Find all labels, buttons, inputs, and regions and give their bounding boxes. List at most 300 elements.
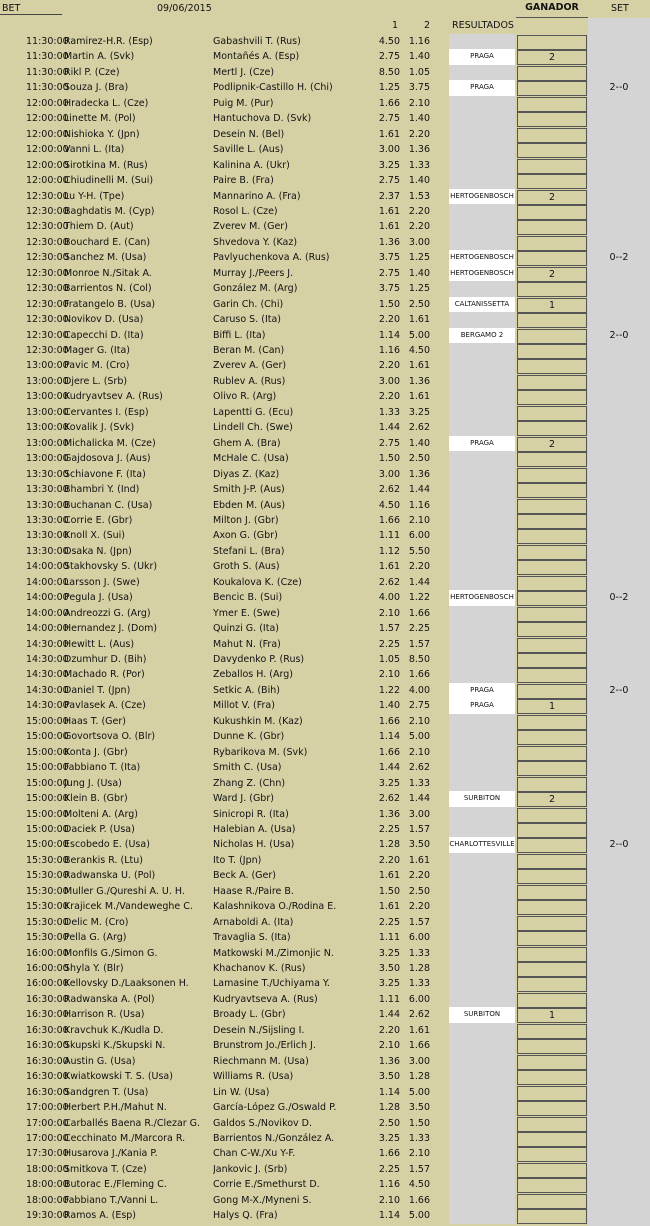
ganador-cell[interactable] <box>517 715 587 730</box>
player-2: Sinicropi R. (Ita) <box>213 808 289 820</box>
resultado-cell[interactable] <box>449 312 515 328</box>
player-2: Ghem A. (Bra) <box>213 437 281 449</box>
resultado-cell[interactable]: PRAGA <box>449 49 515 65</box>
resultado-cell[interactable] <box>449 930 515 946</box>
match-time: 15:00:00 <box>26 731 69 743</box>
player-2: Halebian A. (Usa) <box>213 823 296 835</box>
resultado-cell[interactable] <box>449 868 515 884</box>
odds-2: 2.62 <box>408 422 430 434</box>
odds-2: 1.16 <box>408 36 430 47</box>
player-1: Harrison R. (Usa) <box>64 1009 145 1021</box>
ganador-cell[interactable] <box>517 1117 587 1132</box>
odds-1: 1.25 <box>378 82 400 94</box>
resultado-cell[interactable] <box>449 667 515 683</box>
match-time: 16:00:00 <box>26 947 69 959</box>
match-time: 15:00:00 <box>26 715 69 727</box>
player-1: Austin G. (Usa) <box>64 1055 136 1067</box>
match-time: 12:00:00 <box>26 113 69 125</box>
resultado-cell[interactable] <box>449 482 515 498</box>
ganador-cell[interactable] <box>517 560 587 575</box>
resultado-cell[interactable]: PRAGA <box>449 698 515 714</box>
resultado-cell[interactable] <box>449 899 515 915</box>
odds-2: 4.50 <box>408 345 430 356</box>
odds-1: 1.66 <box>378 514 400 526</box>
player-1: Stakhovsky S. (Ukr) <box>64 561 158 573</box>
resultado-cell[interactable] <box>449 729 515 745</box>
odds-1: 3.75 <box>378 283 400 295</box>
table-row <box>0 1208 650 1224</box>
ganador-cell[interactable]: 2 <box>517 267 587 282</box>
player-1: Butorac E./Fleming C. <box>64 1179 167 1191</box>
resultado-cell[interactable] <box>449 760 515 776</box>
table-row <box>0 528 650 544</box>
player-1: Chiudinelli M. (Sui) <box>64 175 154 187</box>
player-1: Hewitt L. (Aus) <box>64 638 135 650</box>
resultado-cell[interactable] <box>449 976 515 992</box>
player-2: Lindell Ch. (Swe) <box>213 422 293 434</box>
table-row <box>0 729 650 745</box>
resultado-cell[interactable] <box>449 575 515 591</box>
odds-2: 1.36 <box>408 468 430 480</box>
player-1: Fabbiano T./Vanni L. <box>64 1194 159 1206</box>
table-row <box>0 776 650 792</box>
ganador-cell[interactable] <box>517 885 587 900</box>
ganador-cell[interactable]: 1 <box>517 1008 587 1023</box>
match-time: 16:30:00 <box>26 1024 69 1036</box>
ganador-cell[interactable]: 1 <box>517 699 587 714</box>
resultado-cell[interactable] <box>449 776 515 792</box>
ganador-cell[interactable] <box>517 1055 587 1070</box>
match-time: 12:30:00 <box>26 252 69 264</box>
ganador-cell[interactable] <box>517 931 587 946</box>
resultado-cell[interactable] <box>449 621 515 637</box>
odds-2: 1.22 <box>408 592 430 604</box>
resultado-cell[interactable] <box>449 513 515 529</box>
ganador-cell[interactable] <box>517 684 587 699</box>
odds-1: 2.75 <box>378 175 400 187</box>
ganador-cell[interactable] <box>517 97 587 112</box>
ganador-cell[interactable] <box>517 854 587 869</box>
match-time: 13:30:00 <box>26 514 69 526</box>
match-time: 17:30:00 <box>26 1148 69 1160</box>
ganador-cell[interactable] <box>517 483 587 498</box>
odds-2: 1.53 <box>408 190 430 202</box>
odds-2: 2.75 <box>408 700 430 712</box>
player-1: Djere L. (Srb) <box>64 375 128 387</box>
match-time: 15:00:00 <box>26 839 69 851</box>
ganador-cell[interactable] <box>517 576 587 591</box>
resultado-cell[interactable] <box>449 173 515 189</box>
resultado-cell[interactable]: HERTOGENBOSCH <box>449 189 515 205</box>
player-2: Puig M. (Pur) <box>213 97 274 109</box>
player-2: Nicholas H. (Usa) <box>213 839 295 851</box>
ganador-cell[interactable]: 2 <box>517 792 587 807</box>
ganador-cell[interactable] <box>517 1147 587 1162</box>
resultado-cell[interactable] <box>449 1085 515 1101</box>
ganador-cell[interactable] <box>517 1039 587 1054</box>
odds-1: 3.25 <box>378 1132 400 1144</box>
player-2: Smith J-P. (Aus) <box>213 484 285 496</box>
resultado-cell[interactable] <box>449 652 515 668</box>
player-2: Lamasine T./Uchiyama Y. <box>213 978 330 990</box>
match-time: 16:30:00 <box>26 1040 69 1052</box>
player-2: Arnaboldi A. (Ita) <box>213 916 294 928</box>
player-1: Daniel T. (Jpn) <box>64 684 131 696</box>
ganador-cell[interactable] <box>517 282 587 297</box>
ganador-cell[interactable] <box>517 390 587 405</box>
match-time: 17:00:00 <box>26 1117 69 1129</box>
ganador-cell[interactable] <box>517 838 587 853</box>
table-row <box>0 559 650 575</box>
resultado-cell[interactable] <box>449 158 515 174</box>
resultado-cell[interactable] <box>449 961 515 977</box>
resultado-cell[interactable] <box>449 1023 515 1039</box>
resultado-cell[interactable] <box>449 637 515 653</box>
player-1: Sirotkina M. (Rus) <box>64 159 148 171</box>
player-2: Quinzi G. (Ita) <box>213 623 279 635</box>
player-2: Biffi L. (Ita) <box>213 329 266 341</box>
table-row <box>0 698 650 714</box>
table-row <box>0 127 650 143</box>
player-2: González M. (Arg) <box>213 283 298 295</box>
resultado-cell[interactable] <box>449 96 515 112</box>
player-2: Riechmann M. (Usa) <box>213 1055 309 1067</box>
resultado-cell[interactable] <box>449 1100 515 1116</box>
odds-2: 5.00 <box>408 1086 430 1098</box>
ganador-cell[interactable] <box>517 143 587 158</box>
ganador-cell[interactable] <box>517 251 587 266</box>
resultado-cell[interactable] <box>449 714 515 730</box>
ganador-cell[interactable] <box>517 112 587 127</box>
table-row <box>0 1193 650 1209</box>
resultado-cell[interactable] <box>449 1038 515 1054</box>
player-2: Caruso S. (Ita) <box>213 314 281 326</box>
resultado-cell[interactable] <box>449 1162 515 1178</box>
resultado-cell[interactable]: PRAGA <box>449 683 515 699</box>
resultado-cell[interactable] <box>449 358 515 374</box>
match-time: 12:00:00 <box>26 175 69 187</box>
set-cell: 2--0 <box>609 82 629 94</box>
table-row <box>0 436 650 452</box>
table-row <box>0 405 650 421</box>
ganador-cell[interactable] <box>517 35 587 50</box>
resultado-cell[interactable] <box>449 111 515 127</box>
resultado-cell[interactable] <box>449 343 515 359</box>
resultado-cell[interactable] <box>449 219 515 235</box>
ganador-cell[interactable] <box>517 900 587 915</box>
player-1: Martin A. (Svk) <box>64 51 135 63</box>
table-row <box>0 1038 650 1054</box>
resultado-cell[interactable] <box>449 606 515 622</box>
resultado-cell[interactable] <box>449 992 515 1008</box>
ganador-cell[interactable] <box>517 993 587 1008</box>
ganador-cell[interactable] <box>517 159 587 174</box>
table-row <box>0 96 650 112</box>
ganador-cell[interactable] <box>517 81 587 96</box>
resultado-cell[interactable]: CHARLOTTESVILLE <box>449 837 515 853</box>
match-time: 12:30:00 <box>26 221 69 233</box>
odds-2: 1.61 <box>408 1024 430 1036</box>
resultado-cell[interactable] <box>449 915 515 931</box>
odds-1: 1.28 <box>378 1102 400 1114</box>
ganador-cell[interactable] <box>517 313 587 328</box>
ganador-cell[interactable]: 2 <box>517 190 587 205</box>
match-time: 16:30:00 <box>26 1086 69 1098</box>
resultado-cell[interactable]: HERTOGENBOSCH <box>449 266 515 282</box>
player-1: Jung J. (Usa) <box>64 777 122 789</box>
ganador-cell[interactable] <box>517 1209 587 1224</box>
ganador-cell[interactable] <box>517 1163 587 1178</box>
bet-label: BET <box>2 3 21 14</box>
odds-1: 1.11 <box>378 993 400 1005</box>
match-time: 13:00:00 <box>26 360 69 372</box>
odds-2: 5.00 <box>408 1210 430 1222</box>
ganador-cell[interactable] <box>517 1024 587 1039</box>
resultado-cell[interactable] <box>449 559 515 575</box>
ganador-cell[interactable] <box>517 205 587 220</box>
match-time: 17:00:00 <box>26 1132 69 1144</box>
ganador-cell[interactable] <box>517 375 587 390</box>
table-row <box>0 884 650 900</box>
odds-1: 2.62 <box>378 484 400 496</box>
resultado-cell[interactable] <box>449 451 515 467</box>
resultado-cell[interactable] <box>449 946 515 962</box>
resultado-cell[interactable] <box>449 65 515 81</box>
odds-1: 1.36 <box>378 808 400 820</box>
ganador-cell[interactable] <box>517 1086 587 1101</box>
resultado-cell[interactable] <box>449 420 515 436</box>
odds-2: 3.50 <box>408 1102 430 1114</box>
ganador-cell[interactable] <box>517 823 587 838</box>
resultado-cell[interactable] <box>449 235 515 251</box>
table-row <box>0 142 650 158</box>
resultado-cell[interactable] <box>449 1146 515 1162</box>
ganador-cell[interactable] <box>517 529 587 544</box>
table-row <box>0 158 650 174</box>
resultado-cell[interactable] <box>449 405 515 421</box>
player-1: Husarova J./Kania P. <box>64 1148 158 1160</box>
ganador-cell[interactable]: 2 <box>517 50 587 65</box>
table-row <box>0 868 650 884</box>
odds-2: 2.20 <box>408 901 430 913</box>
resultado-cell[interactable] <box>449 34 515 50</box>
ganador-cell[interactable] <box>517 1194 587 1209</box>
player-1: Herbert P.H./Mahut N. <box>64 1102 167 1114</box>
match-time: 11:30:00 <box>26 51 69 63</box>
player-2: Axon G. (Gbr) <box>213 530 278 542</box>
odds-1: 2.10 <box>378 607 400 619</box>
player-1: Hernandez J. (Dom) <box>64 623 158 635</box>
odds-1: 1.16 <box>378 345 400 356</box>
resultado-cell[interactable]: HERTOGENBOSCH <box>449 250 515 266</box>
odds-1: 1.14 <box>378 329 400 341</box>
resultado-cell[interactable] <box>449 853 515 869</box>
resultado-cell[interactable] <box>449 1193 515 1209</box>
match-time: 13:30:00 <box>26 530 69 542</box>
resultado-cell[interactable] <box>449 1208 515 1224</box>
odds-2: 3.00 <box>408 808 430 820</box>
resultado-cell[interactable] <box>449 528 515 544</box>
ganador-cell[interactable] <box>517 808 587 823</box>
resultado-cell[interactable] <box>449 745 515 761</box>
player-2: Diyas Z. (Kaz) <box>213 468 280 480</box>
player-2: Milton J. (Gbr) <box>213 514 279 526</box>
resultado-cell[interactable] <box>449 281 515 297</box>
ganador-cell[interactable] <box>517 545 587 560</box>
resultado-cell[interactable] <box>449 1131 515 1147</box>
resultado-cell[interactable] <box>449 127 515 143</box>
match-time: 12:30:00 <box>26 236 69 248</box>
resultado-cell[interactable] <box>449 389 515 405</box>
match-time: 14:30:00 <box>26 654 69 665</box>
table-row <box>0 791 650 807</box>
table-row <box>0 281 650 297</box>
ganador-cell[interactable] <box>517 499 587 514</box>
resultado-cell[interactable] <box>449 1054 515 1070</box>
ganador-cell[interactable] <box>517 947 587 962</box>
odds-1: 2.20 <box>378 854 400 866</box>
odds-1: 1.11 <box>378 530 400 542</box>
odds-2: 1.66 <box>408 1194 430 1206</box>
player-2: Travaglia S. (Ita) <box>213 932 291 944</box>
ganador-cell[interactable] <box>517 452 587 467</box>
odds-2: 2.62 <box>408 762 430 774</box>
odds-2: 1.50 <box>408 1117 430 1129</box>
resultado-cell[interactable] <box>449 544 515 560</box>
ganador-cell[interactable] <box>517 962 587 977</box>
ganador-cell[interactable] <box>517 344 587 359</box>
player-2: Gong M-X./Myneni S. <box>213 1194 312 1206</box>
odds-2: 1.40 <box>408 51 430 63</box>
player-2: Zverev A. (Ger) <box>213 360 287 372</box>
resultado-cell[interactable]: HERTOGENBOSCH <box>449 590 515 606</box>
ganador-cell[interactable] <box>517 730 587 745</box>
ganador-cell[interactable] <box>517 777 587 792</box>
ganador-cell[interactable] <box>517 406 587 421</box>
table-row <box>0 590 650 606</box>
ganador-cell[interactable] <box>517 66 587 81</box>
resultado-cell[interactable] <box>449 374 515 390</box>
table-row <box>0 1177 650 1193</box>
odds-1: 1.12 <box>378 545 400 557</box>
player-1: Bhambri Y. (Ind) <box>64 484 140 496</box>
table-row <box>0 358 650 374</box>
ganador-cell[interactable] <box>517 468 587 483</box>
ganador-cell[interactable] <box>517 1132 587 1147</box>
ganador-cell[interactable] <box>517 220 587 235</box>
odds-1: 1.61 <box>378 870 400 882</box>
ganador-cell[interactable] <box>517 1178 587 1193</box>
player-1: Skupski K./Skupski N. <box>64 1040 166 1052</box>
player-1: Kudryavtsev A. (Rus) <box>64 391 163 403</box>
ganador-cell[interactable] <box>517 329 587 344</box>
table-row <box>0 297 650 313</box>
odds-2: 1.16 <box>408 499 430 511</box>
ganador-cell[interactable] <box>517 1101 587 1116</box>
odds-2: 1.25 <box>408 283 430 295</box>
resultado-cell[interactable] <box>449 467 515 483</box>
ganador-cell[interactable] <box>517 1070 587 1085</box>
player-1: Kwiatkowski T. S. (Usa) <box>64 1071 173 1083</box>
ganador-cell[interactable] <box>517 746 587 761</box>
resultado-cell[interactable] <box>449 1177 515 1193</box>
match-time: 15:00:00 <box>26 823 69 835</box>
resultado-cell[interactable] <box>449 807 515 823</box>
odds-1: 2.20 <box>378 360 400 372</box>
odds-1: 1.66 <box>378 746 400 758</box>
table-row <box>0 915 650 931</box>
ganador-cell[interactable] <box>517 869 587 884</box>
table-row <box>0 65 650 81</box>
ganador-cell[interactable] <box>517 638 587 653</box>
ganador-cell[interactable] <box>517 622 587 637</box>
resultado-cell[interactable] <box>449 822 515 838</box>
ganador-cell[interactable] <box>517 359 587 374</box>
table-row <box>0 992 650 1008</box>
player-2: Matkowski M./Zimonjic N. <box>213 947 334 959</box>
resultado-cell[interactable]: BERGAMO 2 <box>449 328 515 344</box>
ganador-cell[interactable]: 2 <box>517 437 587 452</box>
player-2: Rosol L. (Cze) <box>213 205 278 217</box>
resultado-cell[interactable] <box>449 1116 515 1132</box>
player-1: Konta J. (Gbr) <box>64 746 128 758</box>
player-1: Berankis R. (Ltu) <box>64 854 143 866</box>
ganador-cell[interactable]: 1 <box>517 298 587 313</box>
resultado-cell[interactable]: SURBITON <box>449 1007 515 1023</box>
ganador-cell[interactable] <box>517 761 587 776</box>
ganador-cell[interactable] <box>517 591 587 606</box>
player-1: Radwanska A. (Pol) <box>64 993 155 1005</box>
player-2: Smith C. (Usa) <box>213 762 282 774</box>
ganador-cell[interactable] <box>517 977 587 992</box>
player-1: Daciek P. (Usa) <box>64 823 135 835</box>
player-2: Beran M. (Can) <box>213 345 285 356</box>
resultado-cell[interactable] <box>449 1069 515 1085</box>
resultado-cell[interactable]: CALTANISSETTA <box>449 297 515 313</box>
ganador-cell[interactable] <box>517 607 587 622</box>
ganador-cell[interactable] <box>517 421 587 436</box>
ganador-cell[interactable] <box>517 128 587 143</box>
ganador-cell[interactable] <box>517 668 587 683</box>
match-time: 13:00:00 <box>26 422 69 434</box>
table-row <box>0 837 650 853</box>
ganador-cell[interactable] <box>517 174 587 189</box>
resultado-cell[interactable]: PRAGA <box>449 80 515 96</box>
odds-1: 3.00 <box>378 144 400 156</box>
ganador-cell[interactable] <box>517 916 587 931</box>
odds-2: 2.20 <box>408 221 430 233</box>
player-1: Escobedo E. (Usa) <box>64 839 150 851</box>
resultado-cell[interactable] <box>449 498 515 514</box>
odds-2: 5.50 <box>408 545 430 557</box>
player-1: Capecchi D. (Ita) <box>64 329 144 341</box>
resultado-cell[interactable]: PRAGA <box>449 436 515 452</box>
table-row <box>0 1116 650 1132</box>
ganador-cell[interactable] <box>517 236 587 251</box>
match-time: 18:00:00 <box>26 1179 69 1191</box>
odds-1: 1.66 <box>378 715 400 727</box>
resultado-cell[interactable] <box>449 884 515 900</box>
resultado-cell[interactable] <box>449 142 515 158</box>
match-time: 15:00:00 <box>26 746 69 758</box>
ganador-cell[interactable] <box>517 653 587 668</box>
player-1: Cecchinato M./Marcora R. <box>64 1132 186 1144</box>
resultado-cell[interactable]: SURBITON <box>449 791 515 807</box>
resultado-cell[interactable] <box>449 204 515 220</box>
player-2: García-López G./Oswald P. <box>213 1102 337 1114</box>
player-2: Rybarikova M. (Svk) <box>213 746 308 758</box>
ganador-cell[interactable] <box>517 514 587 529</box>
